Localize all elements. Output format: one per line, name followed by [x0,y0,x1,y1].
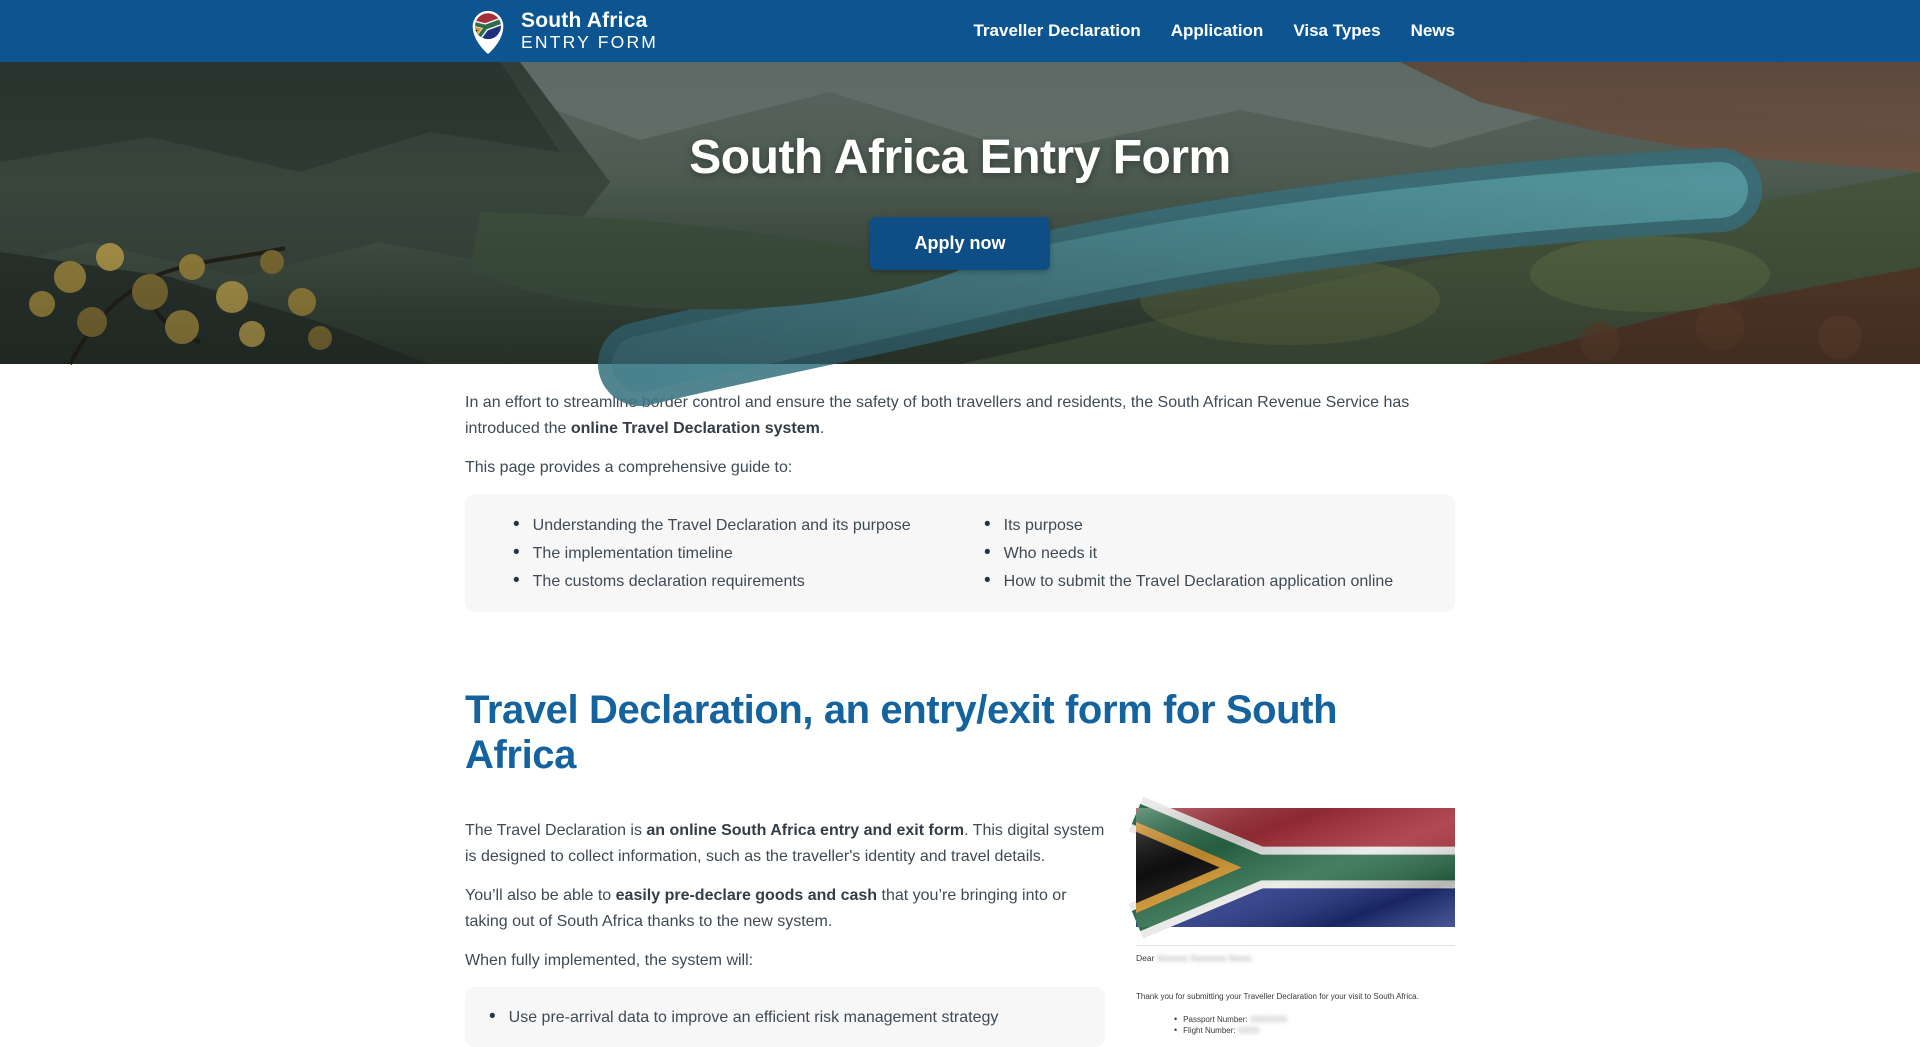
list-item: • Understanding the Travel Declaration and its purpose [513,511,984,539]
intro-p1-bold: online Travel Declaration system [570,420,820,437]
logo-line-1: South Africa [521,9,648,33]
confirmation-letter-image [1136,945,1455,1036]
list-item: • Its purpose [984,511,1455,539]
section-media-column [1136,808,1455,1047]
nav-news[interactable]: News [1410,21,1455,40]
list-item: • Flight Number: XXXX [1174,1025,1260,1035]
bullet-icon: • [489,1006,496,1027]
navbar [0,0,1920,62]
redacted-flight-number: XXXX [1237,1026,1260,1035]
benefits-box [465,987,1105,1047]
bullet-icon: • [513,570,520,591]
intro-paragraph-1 [465,390,1455,442]
apply-now-button[interactable]: Apply now [870,217,1050,270]
section-paragraph-3: When fully implemented, the system will: [465,952,754,969]
nav-application[interactable]: Application [1170,21,1264,40]
redacted-passport-number: XXXXXXX [1249,1015,1288,1024]
list-item: • How to submit the Travel Declaration application online [984,567,1455,595]
bullet-icon: • [1174,1014,1178,1024]
list-item: • Passport Number: XXXXXXX [1174,1014,1288,1024]
guide-list-left [513,511,984,595]
bullet-icon: • [513,514,520,535]
list-item: • The customs declaration requirements [513,567,984,595]
intro-p1-tail: . [819,420,825,437]
guide-list-box [465,494,1455,612]
benefits-list [489,1003,1081,1031]
bullet-icon: • [984,514,991,535]
intro-paragraph-2: This page provides a comprehensive guide to: [465,459,793,476]
site-logo[interactable] [465,6,658,56]
section-paragraph-1: The Travel Declaration is an online South Africa entry and exit form. This digital system is designed to collect information, such as the traveller's identity and travel details. [465,822,1105,865]
bullet-icon: • [984,542,991,563]
nav-visa-types[interactable]: Visa Types [1293,21,1381,40]
south-africa-flag-image [1136,808,1455,927]
section-text-column [465,818,1105,1047]
list-item: • The implementation timeline [513,539,984,567]
nav-traveller-declaration[interactable]: Traveller Declaration [973,21,1141,40]
letter-divider [1136,945,1455,946]
redacted-name: Xxxxxxx Xxxxxxxx Xxxxx, [1156,953,1254,963]
logo-line-2: ENTRY FORM [521,32,659,53]
main-nav [973,21,1455,41]
main-content [465,364,1455,1047]
letter-detail-list [1174,1014,1455,1036]
letter-body: Thank you for submitting your Traveller Declaration for your visit to South Africa. [1136,992,1419,1001]
bullet-icon: • [1174,1025,1178,1035]
letter-salutation: Dear Xxxxxxx Xxxxxxxx Xxxxx, [1136,953,1254,963]
logo-text [521,10,658,51]
list-item: • Use pre-arrival data to improve an efficient risk management strategy [489,1003,1081,1031]
guide-list-right [984,511,1455,595]
intro-p1-text: In an effort to streamline border control and ensure the safety of both travellers and residents, the South African Revenue Service has introduced the [465,394,1410,437]
section-paragraph-2: You’ll also be able to easily pre-declare goods and cash that you’re bringing into or taking out of South Africa thanks to the new system. [465,887,1067,930]
section-heading: Travel Declaration, an entry/exit form for South Africa [465,688,1338,777]
bullet-icon: • [984,570,991,591]
hero-section [0,62,1920,364]
hero-title: South Africa Entry Form [689,131,1231,184]
list-item: • Who needs it [984,539,1455,567]
south-africa-flag-pin-icon [465,6,511,56]
bullet-icon: • [513,542,520,563]
